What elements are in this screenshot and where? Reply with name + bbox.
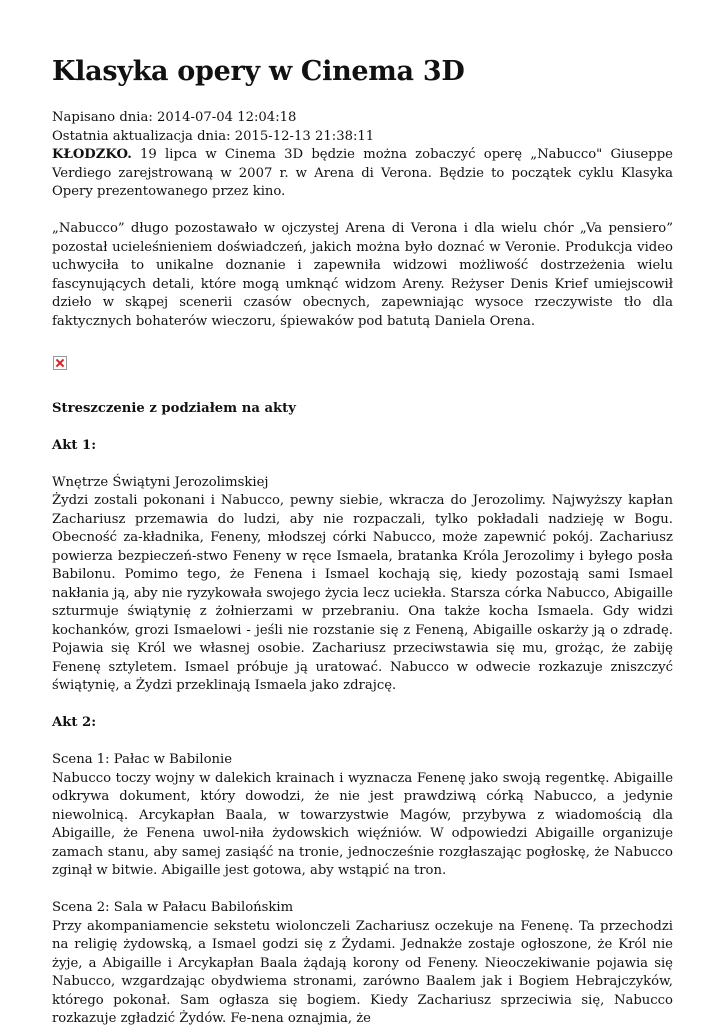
act2-scene1-text: Nabucco toczy wojny w dalekich krainach i wyznacza Fenenę jako swoją regentkę. Abigaille odkrywa dokument, który dowodzi, że nie jest prawdziwą córką Nabucco, a jedynie niewolnicą. Arcykapłan Baala, w towarzystwie Magów, przybywa z wiadomością dla Abigaille, że Fenena uwol-niła żydowskich więźniów. W odpowiedzi Abigaille organizuje zamach stanu, aby samej zasiąść na tronie, jednocześnie rozgłaszając pogłoskę, że Nabucco zginął w bitwie. Abigaille jest gotowa, aby wstąpić na tron. xyxy=(52,770,673,878)
act2-scene1-title: Scena 1: Pałac w Babilonie xyxy=(52,752,233,767)
article xyxy=(52,54,673,1029)
act1-scene-title: Wnętrze Świątyni Jerozolimskiej xyxy=(52,474,269,490)
act2-scene2-title: Scena 2: Sala w Pałacu Babilońskim xyxy=(52,900,294,915)
summary-heading: Streszczenie z podziałem na akty xyxy=(52,400,296,416)
act2-heading: Akt 2: xyxy=(52,715,97,730)
paragraph-2: „Nabucco” długo pozostawało w ojczystej Arena di Verona i dla wielu chór „Va pensiero” pozostał ucieleśnieniem doświadczeń, jakich można było doznać w Veronie. Produkcja video uchwyciła to unikalne doznanie i zapewniła widzowi możliwość dostrzeżenia wielu fascynujących detali, które mogą umknąć widzom Areny. Reżyser Denis Krief umiejscowił dzieło w skąpej scenerii czasów obecnych, zapewniając wysoce rzeczywiste tło dla faktycznych bohaterów wieczoru, śpiewaków pod batutą Daniela Orena. xyxy=(52,221,673,329)
article-meta xyxy=(52,109,673,146)
act1-heading: Akt 1: xyxy=(52,437,97,453)
intro-text: 19 lipca w Cinema 3D będzie można zobaczyć operę „Nabucco" Giuseppe Verdiego zarejstrowaną w 2007 r. w Arena di Verona. Będzie to początek cyklu Klasyka Opery prezentowanego przez kino. xyxy=(52,147,673,199)
published-date: Napisano dnia: 2014-07-04 12:04:18 xyxy=(52,110,297,125)
broken-image-icon xyxy=(53,356,67,370)
article-title: Klasyka opery w Cinema 3D xyxy=(52,56,465,87)
intro-paragraph xyxy=(52,146,673,202)
lead-city: KŁODZKO. xyxy=(52,147,132,162)
updated-date: Ostatnia aktualizacja dnia: 2015-12-13 21:38:11 xyxy=(52,128,375,144)
act1-text: Żydzi zostali pokonani i Nabucco, pewny siebie, wkracza do Jerozolimy. Najwyższy kapłan Zachariusz przemawia do ludzi, aby nie rozpaczali, tylko pokładali nadzieję w Bogu. Obecność za-kładnika, Feneny, młodszej córki Nabucco, może zapewnić pokój. Zachariusz powierza bezpieczeń-stwo Feneny w ręce Ismaela, bratanka Króla Jerozolimy i byłego posła Babilonu. Pomimo tego, że Fenena i Ismael kochają się, kiedy pozostają sami Ismael nakłania ją, aby nie ryzykowała swojego życia lecz uciekła. Starsza córka Nabucco, Abigaille szturmuje świątynię z żołnierzami w przebraniu. Ona także kocha Ismaela. Gdy widzi kochanków, grozi Ismaelowi - jeśli nie rozstanie się z Feneną, Abigaille oskarży ją o zdradę. Pojawia się Król we własnej osobie. Zachariusz przeciwstawia się mu, grożąc, że zabiję Fenenę sztyletem. Ismael próbuje ją uratować. Nabucco w odwecie rozkazuje zniszczyć świątynię, a Żydzi przeklinają Ismaela jako zdrajcę. xyxy=(52,493,673,693)
act2-scene2-text: Przy akompaniamencie sekstetu wiolonczeli Zachariusz oczekuje na Fenenę. Ta przechodzi na religię żydowską, a Ismael godzi się z Żydami. Jednakże zostaje ogłoszone, że Król nie żyje, a Abigaille i Arcykapłan Baala żądają korony od Feneny. Nieoczekiwanie pojawia się Nabucco, wzgardzając obydwiema stronami, zarówno Baalem jak i Bogiem Hebrajczyków, którego pokonał. Sam ogłasza się bogiem. Kiedy Zachariusz sprzeciwia się, Nabucco rozkazuje zgładzić Żydów. Fe-nena oznajmia, że xyxy=(52,918,673,1026)
